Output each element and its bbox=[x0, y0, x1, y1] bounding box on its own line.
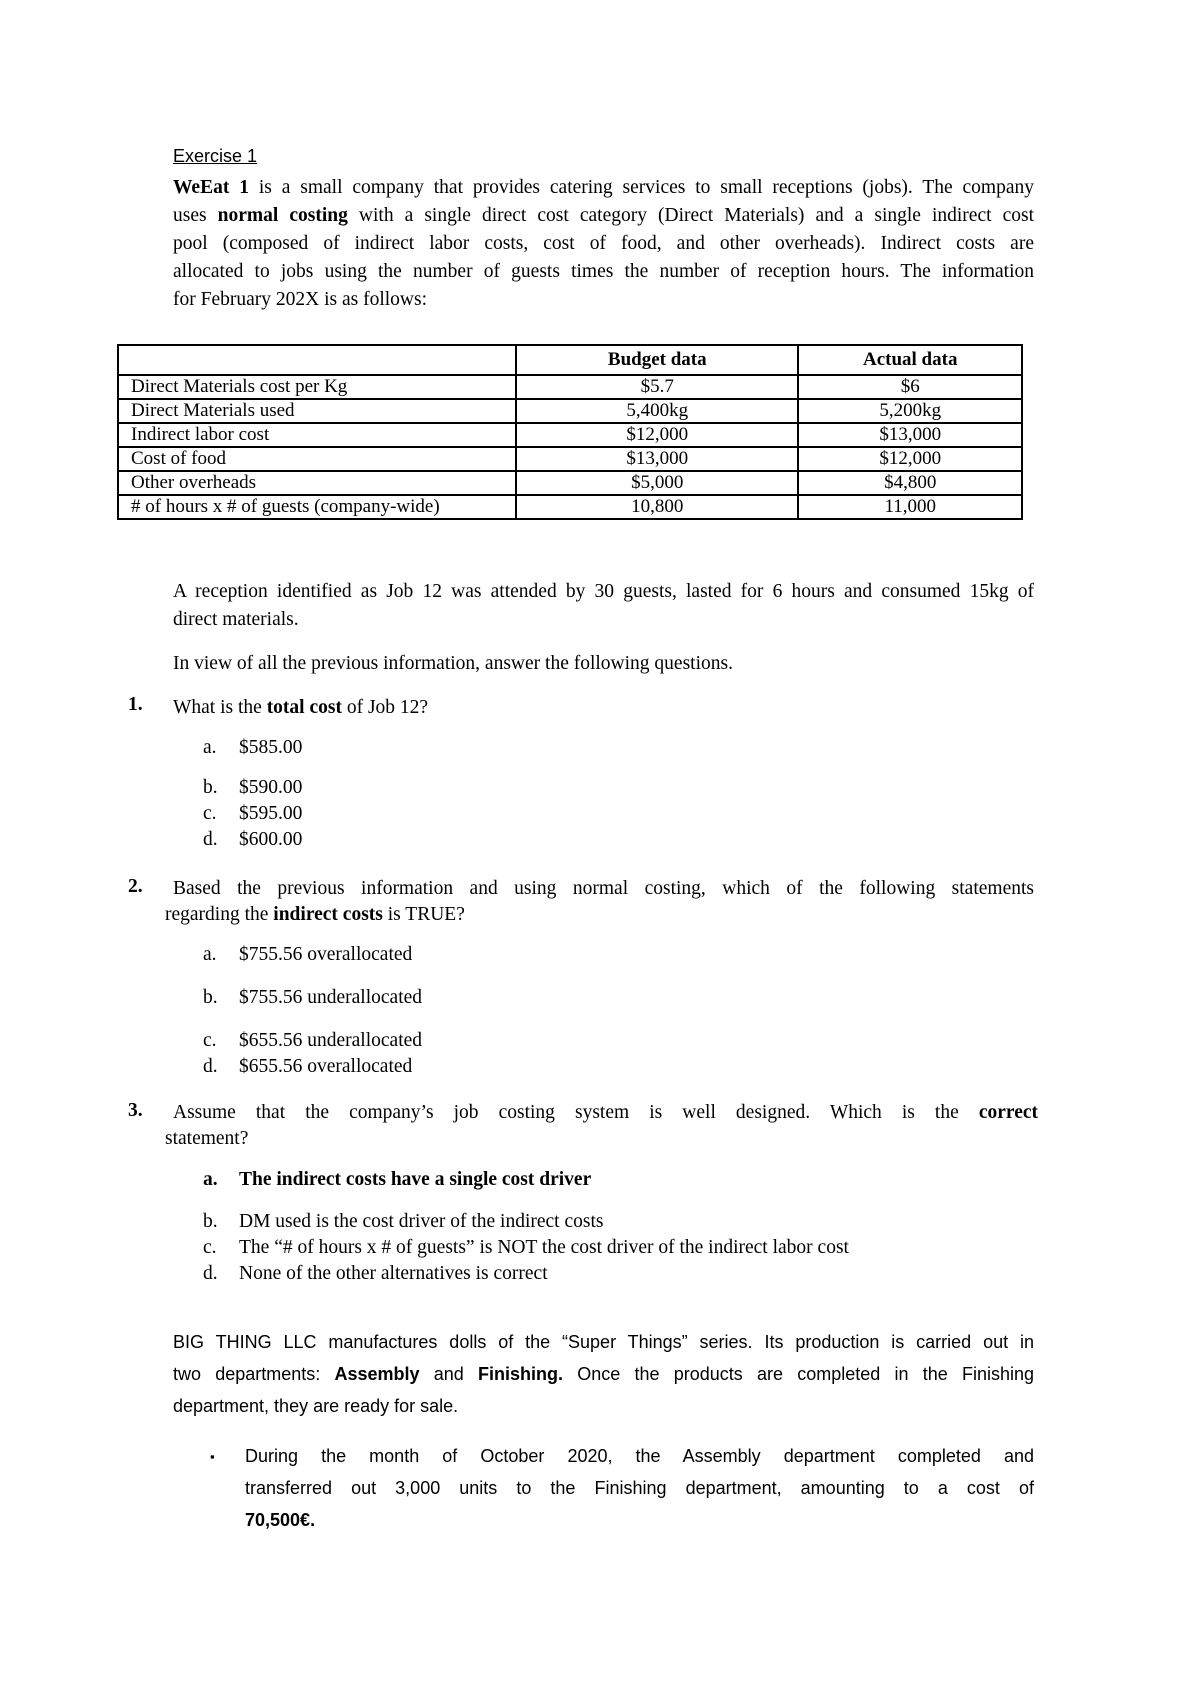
finishing-dept: Finishing. bbox=[478, 1364, 564, 1384]
question-2-option-a: a. $755.56 overallocated bbox=[203, 944, 413, 965]
budget-value: $5.7 bbox=[516, 375, 798, 399]
intro-line-4: allocated to jobs using the number of guests times the number of reception hours. The information bbox=[173, 261, 1034, 282]
table-row bbox=[118, 447, 1022, 471]
row-label: Indirect labor cost bbox=[118, 423, 516, 447]
bullet-icon: ▪ bbox=[210, 1449, 215, 1464]
exercise-title: Exercise 1 bbox=[173, 146, 258, 166]
question-3-option-d: d. None of the other alternatives is correct bbox=[203, 1263, 548, 1284]
intro-line-5: for February 202X is as follows: bbox=[173, 289, 428, 310]
row-label: Direct Materials used bbox=[118, 399, 516, 423]
actual-value: $12,000 bbox=[798, 447, 1022, 471]
question-3-option-b: b. DM used is the cost driver of the indirect costs bbox=[203, 1211, 604, 1232]
row-label: Other overheads bbox=[118, 471, 516, 495]
actual-value: 5,200kg bbox=[798, 399, 1022, 423]
actual-value: $4,800 bbox=[798, 471, 1022, 495]
intro-paragraph bbox=[173, 174, 1034, 314]
table-row bbox=[118, 375, 1022, 399]
row-label: Direct Materials cost per Kg bbox=[118, 375, 516, 399]
budget-value: $5,000 bbox=[516, 471, 798, 495]
question-3-number: 3. bbox=[128, 1100, 143, 1121]
actual-value: $6 bbox=[798, 375, 1022, 399]
budget-value: $12,000 bbox=[516, 423, 798, 447]
job-description bbox=[173, 578, 1034, 634]
actual-value: 11,000 bbox=[798, 495, 1022, 519]
table-header-cell: Budget data bbox=[516, 345, 798, 375]
table-header-cell bbox=[118, 345, 516, 375]
table-header-row bbox=[118, 345, 1022, 375]
question-1-option-a: a. $585.00 bbox=[203, 737, 303, 758]
question-3-option-a: a. The indirect costs have a single cost driver bbox=[203, 1169, 592, 1190]
job-line-2: direct materials. bbox=[173, 609, 299, 630]
row-label: # of hours x # of guests (company-wide) bbox=[118, 495, 516, 519]
table-row bbox=[118, 423, 1022, 447]
normal-costing-term: normal costing bbox=[217, 205, 348, 226]
budget-value: $13,000 bbox=[516, 447, 798, 471]
row-label: Cost of food bbox=[118, 447, 516, 471]
question-2-option-d: d. $655.56 overallocated bbox=[203, 1056, 413, 1077]
question-1-option-d: d. $600.00 bbox=[203, 829, 303, 850]
assembly-dept: Assembly bbox=[334, 1364, 420, 1384]
cost-data-table bbox=[117, 344, 1023, 520]
intro-line-1: WeEat 1 is a small company that provides catering services to small receptions (jobs). The company bbox=[173, 177, 1034, 198]
job-line-1: A reception identified as Job 12 was attended by 30 guests, lasted for 6 hours and consumed 15kg of bbox=[173, 581, 1034, 602]
bullet-paragraph: During the month of October 2020, the Assembly department completed and transferred out 3,000 units to the Finishing department, amounting to a cost of 70,500€. bbox=[245, 1446, 1034, 1530]
big-thing-paragraph: BIG THING LLC manufactures dolls of the “Super Things” series. Its production is carried out in two departments: Assembly and Finishing. Once the products are completed in the Finishing department, they are ready for sale. bbox=[173, 1332, 1034, 1416]
question-3-option-c: c. The “# of hours x # of guests” is NOT the cost driver of the indirect labor cost bbox=[203, 1237, 849, 1258]
actual-value: $13,000 bbox=[798, 423, 1022, 447]
table-row bbox=[118, 495, 1022, 519]
question-2-option-b: b. $755.56 underallocated bbox=[203, 987, 423, 1008]
question-2-option-c: c. $655.56 underallocated bbox=[203, 1030, 423, 1051]
table-row bbox=[118, 471, 1022, 495]
intro-line-2: uses normal costing with a single direct cost category (Direct Materials) and a single indirect cost bbox=[173, 205, 1034, 226]
table-header-cell: Actual data bbox=[798, 345, 1022, 375]
budget-value: 5,400kg bbox=[516, 399, 798, 423]
budget-value: 10,800 bbox=[516, 495, 798, 519]
question-1-option-c: c. $595.00 bbox=[203, 803, 303, 824]
company-name: WeEat 1 bbox=[173, 177, 249, 198]
question-3-text: Assume that the company’s job costing system is well designed. Which is the correct statement? bbox=[165, 1102, 1038, 1149]
intro-line-3: pool (composed of indirect labor costs, cost of food, and other overheads). Indirect costs are bbox=[173, 233, 1034, 254]
question-2-number: 2. bbox=[128, 876, 143, 897]
instruction-text: In view of all the previous information, answer the following questions. bbox=[173, 653, 733, 674]
table-row bbox=[118, 399, 1022, 423]
question-1-number: 1. bbox=[128, 694, 143, 715]
question-2-text: Based the previous information and using normal costing, which of the following statements regarding the indirect costs is TRUE? bbox=[165, 878, 1034, 925]
question-1-option-b: b. $590.00 bbox=[203, 777, 303, 798]
question-1-text: What is the total cost of Job 12? bbox=[173, 697, 429, 718]
